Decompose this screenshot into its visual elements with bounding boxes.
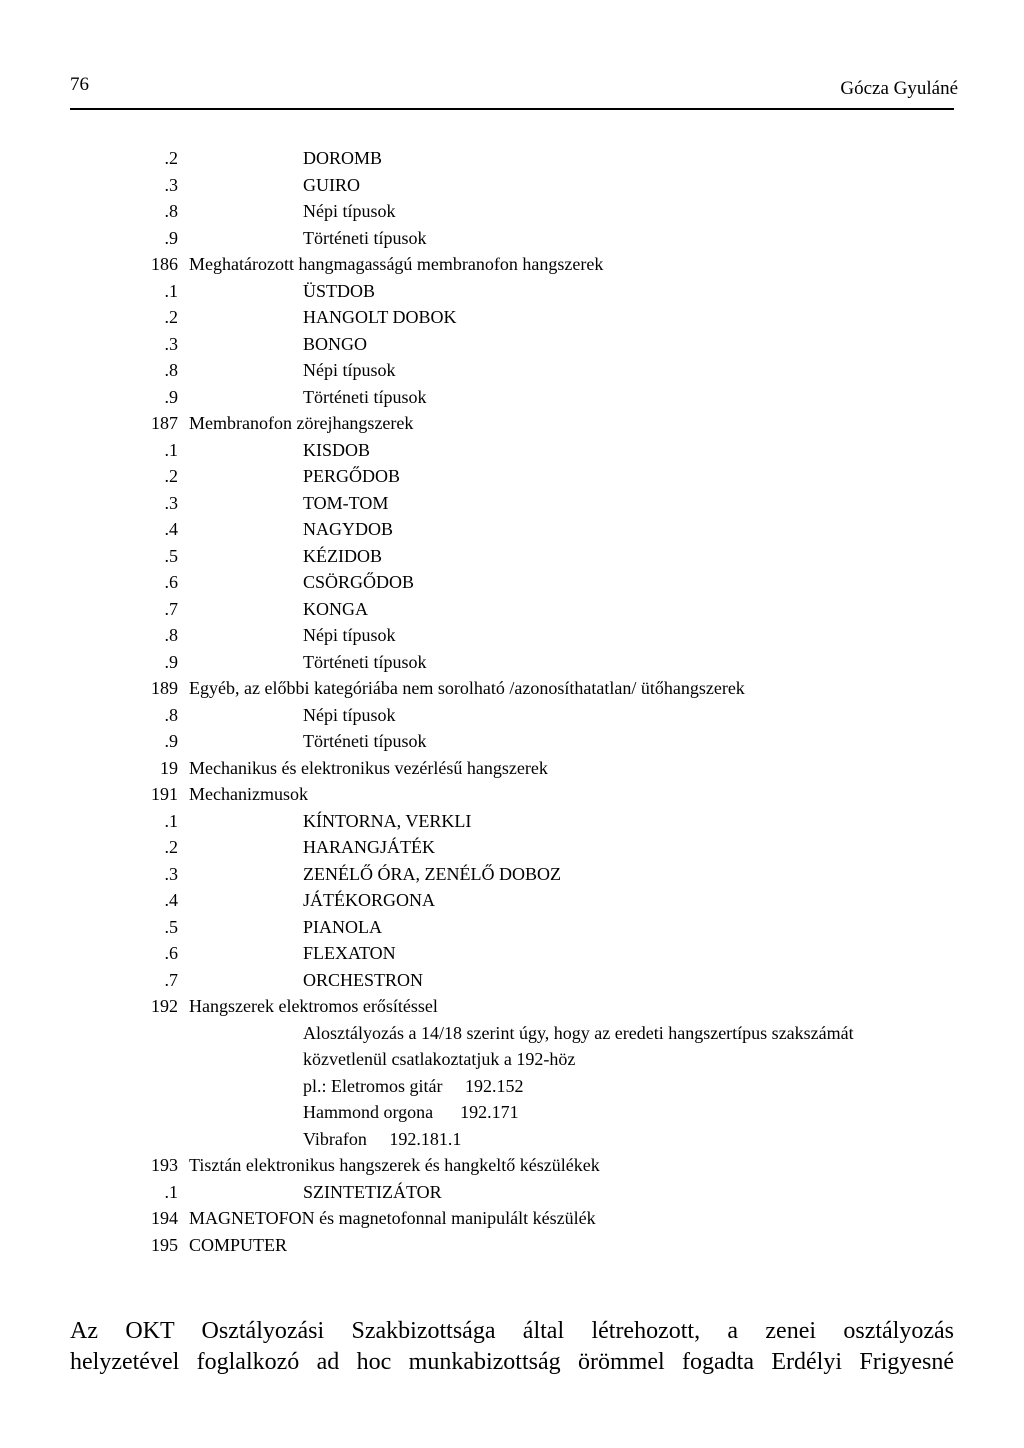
classification-row: [0, 440, 1024, 467]
classification-row: [0, 572, 1024, 599]
class-code: .9: [164, 651, 178, 672]
class-code: .2: [164, 148, 178, 168]
classification-row: [0, 811, 1024, 838]
classification-row: [0, 1182, 1024, 1209]
body-paragraph: [70, 1316, 954, 1378]
class-code: 191: [151, 784, 178, 804]
class-label: SZINTETIZÁTOR: [303, 1181, 442, 1202]
class-label: TOM-TOM: [303, 492, 389, 513]
classification-row: [0, 784, 1024, 811]
classification-row: [0, 307, 1024, 334]
class-label: Hammond orgona 192.171: [303, 1102, 519, 1122]
class-label: MAGNETOFON és magnetofonnal manipulált készülék: [189, 1208, 596, 1228]
classification-row: [0, 1155, 1024, 1182]
running-header-author: Gócza Gyuláné: [840, 78, 958, 99]
class-label: HARANGJÁTÉK: [303, 837, 435, 857]
classification-row: [0, 1102, 1024, 1129]
class-code: .8: [164, 704, 178, 725]
classification-row: [0, 519, 1024, 546]
class-label: Történeti típusok: [303, 651, 427, 672]
class-code: .1: [164, 280, 178, 301]
class-code: 193: [151, 1155, 178, 1175]
classification-row: [0, 466, 1024, 493]
class-label: Népi típusok: [303, 625, 396, 645]
classification-row: [0, 1208, 1024, 1235]
class-code: .1: [164, 439, 178, 460]
class-label: FLEXATON: [303, 943, 396, 963]
class-label: Népi típusok: [303, 360, 396, 380]
class-code: .3: [164, 492, 178, 513]
classification-row: [0, 890, 1024, 917]
class-label: KÍNTORNA, VERKLI: [303, 810, 472, 831]
classification-row: [0, 1129, 1024, 1156]
class-label: ÜSTDOB: [303, 280, 376, 301]
classification-row: [0, 837, 1024, 864]
class-label: BONGO: [303, 333, 368, 354]
class-code: .3: [164, 333, 178, 354]
classification-row: [0, 705, 1024, 732]
class-label: Meghatározott hangmagasságú membranofon hangszerek: [189, 254, 604, 274]
class-label: PERGŐDOB: [303, 466, 401, 486]
class-code: .8: [164, 201, 178, 221]
classification-row: [0, 228, 1024, 255]
page-number: 76: [70, 74, 89, 95]
classification-row: [0, 1076, 1024, 1103]
class-code: .5: [164, 916, 178, 937]
class-label: Mechanikus és elektronikus vezérlésű hangszerek: [189, 757, 548, 778]
class-code: .7: [164, 598, 178, 619]
class-label: ZENÉLŐ ÓRA, ZENÉLŐ DOBOZ: [303, 863, 561, 884]
class-code: .1: [164, 1181, 178, 1202]
class-code: .6: [164, 572, 178, 592]
class-code: .8: [164, 360, 178, 380]
classification-row: [0, 678, 1024, 705]
classification-row: [0, 148, 1024, 175]
class-code: .9: [164, 227, 178, 248]
class-label: CSÖRGŐDOB: [303, 572, 415, 592]
class-label: COMPUTER: [189, 1234, 288, 1255]
class-label: Népi típusok: [303, 201, 396, 221]
class-code: 19: [160, 757, 178, 778]
class-code: 195: [151, 1234, 178, 1255]
class-label: KÉZIDOB: [303, 545, 382, 566]
class-code: .9: [164, 731, 178, 751]
classification-row: [0, 201, 1024, 228]
classification-row: [0, 281, 1024, 308]
class-code: .5: [164, 545, 178, 566]
class-code: .9: [164, 386, 178, 407]
class-label: Történeti típusok: [303, 227, 427, 248]
class-code: 192: [151, 996, 178, 1016]
classification-row: [0, 970, 1024, 997]
classification-row: [0, 360, 1024, 387]
class-code: 186: [151, 254, 178, 274]
class-label: KONGA: [303, 598, 368, 619]
class-code: .4: [164, 890, 178, 910]
classification-row: [0, 175, 1024, 202]
class-code: .8: [164, 625, 178, 645]
class-label: Történeti típusok: [303, 731, 427, 751]
class-code: .4: [164, 519, 178, 539]
class-label: Mechanizmusok: [189, 784, 308, 804]
classification-row: [0, 652, 1024, 679]
class-label: Hangszerek elektromos erősítéssel: [189, 996, 438, 1016]
class-label: ORCHESTRON: [303, 969, 424, 990]
classification-row: [0, 625, 1024, 652]
class-label: Történeti típusok: [303, 386, 427, 407]
class-label: GUIRO: [303, 174, 360, 195]
class-label: Alosztályozás a 14/18 szerint úgy, hogy az eredeti hangszertípus szakszámát: [303, 1022, 854, 1043]
class-code: .2: [164, 837, 178, 857]
classification-row: [0, 413, 1024, 440]
class-label: Vibrafon 192.181.1: [303, 1128, 462, 1149]
class-label: KISDOB: [303, 439, 371, 460]
classification-row: [0, 493, 1024, 520]
class-code: .3: [164, 174, 178, 195]
classification-list: [0, 148, 1024, 1261]
classification-row: [0, 864, 1024, 891]
class-label: Tisztán elektronikus hangszerek és hangkeltő készülékek: [189, 1155, 600, 1175]
classification-row: [0, 1049, 1024, 1076]
class-label: közvetlenül csatlakoztatjuk a 192-höz: [303, 1049, 576, 1069]
class-label: Membranofon zörejhangszerek: [189, 413, 414, 433]
class-code: .1: [164, 810, 178, 831]
paragraph-line: helyzetével foglalkozó ad hoc munkabizottság örömmel fogadta Erdélyi Frigyesné: [70, 1349, 954, 1375]
paragraph-line: Az OKT Osztályozási Szakbizottsága által létrehozott, a zenei osztályozás: [70, 1318, 954, 1344]
class-code: .2: [164, 307, 178, 327]
classification-row: [0, 546, 1024, 573]
classification-row: [0, 758, 1024, 785]
class-label: pl.: Eletromos gitár 192.152: [303, 1075, 524, 1096]
class-label: Népi típusok: [303, 704, 396, 725]
class-label: NAGYDOB: [303, 519, 393, 539]
classification-row: [0, 943, 1024, 970]
class-code: .2: [164, 466, 178, 486]
classification-row: [0, 387, 1024, 414]
class-label: DOROMB: [303, 148, 383, 168]
class-code: .3: [164, 863, 178, 884]
classification-row: [0, 731, 1024, 758]
classification-row: [0, 996, 1024, 1023]
classification-row: [0, 254, 1024, 281]
classification-row: [0, 1023, 1024, 1050]
class-code: .6: [164, 943, 178, 963]
classification-row: [0, 599, 1024, 626]
header-rule: [70, 108, 954, 110]
class-label: PIANOLA: [303, 916, 382, 937]
classification-row: [0, 917, 1024, 944]
class-label: JÁTÉKORGONA: [303, 890, 435, 910]
class-label: HANGOLT DOBOK: [303, 307, 457, 327]
classification-row: [0, 334, 1024, 361]
class-code: 187: [151, 413, 178, 433]
classification-row: [0, 1235, 1024, 1262]
class-code: 189: [151, 678, 178, 698]
class-code: 194: [151, 1208, 178, 1228]
class-code: .7: [164, 969, 178, 990]
class-label: Egyéb, az előbbi kategóriába nem sorolható /azonosíthatatlan/ ütőhangszerek: [189, 678, 745, 698]
